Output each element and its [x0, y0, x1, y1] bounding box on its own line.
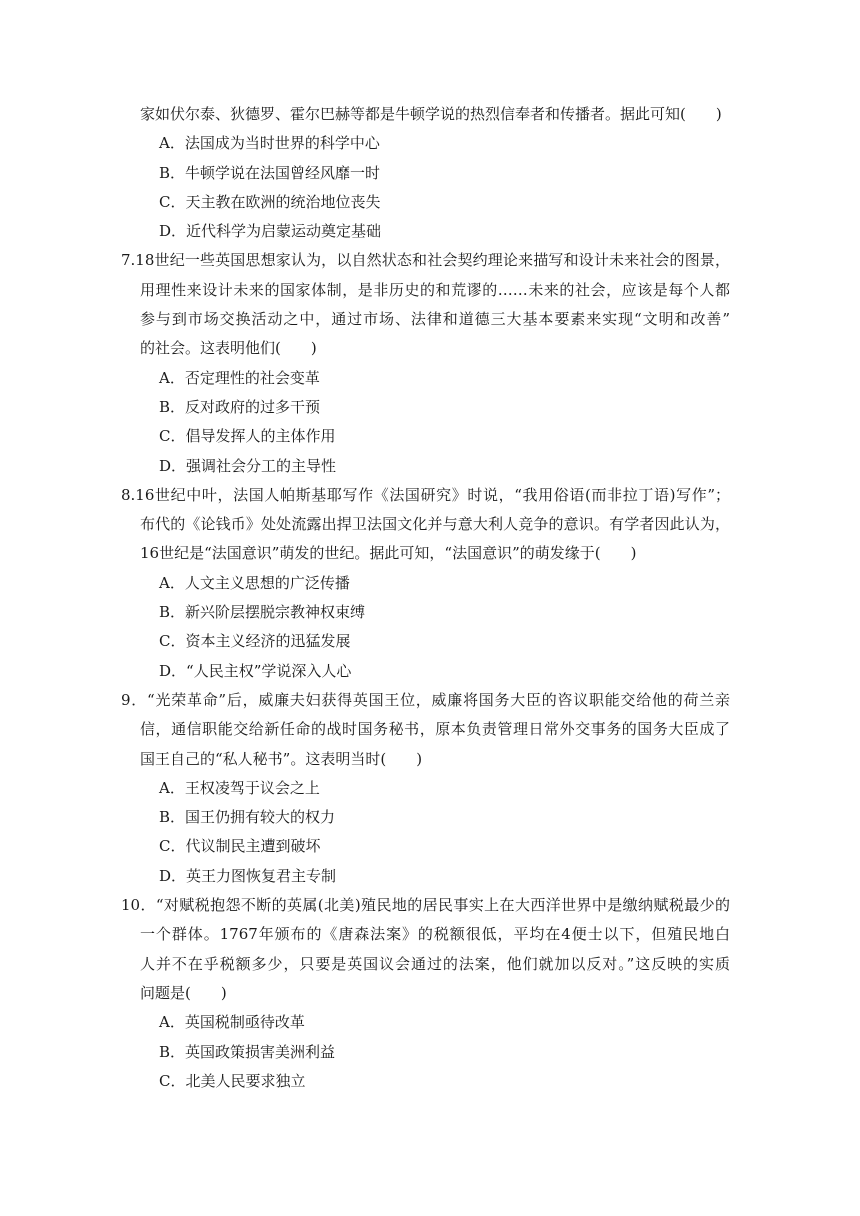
option-b: B．英国政策损害美洲利益 — [159, 1042, 336, 1061]
question-9 — [121, 686, 730, 891]
option-a: A．人文主义思想的广泛传播 — [159, 573, 350, 592]
question-list — [121, 100, 730, 1096]
question-text-line: 一个群体。1767年颁布的《唐森法案》的税额很低，平均在4便士以下，但殖民地白 — [140, 925, 730, 944]
question-7 — [121, 246, 730, 480]
question-10 — [121, 891, 730, 1096]
question-text-line: 16世纪是“法国意识”萌发的世纪。据此可知，“法国意识”的萌发缘于( ) — [140, 544, 637, 563]
question-text-line: 7.18世纪一些英国思想家认为，以自然状态和社会契约理论来描写和设计未来社会的图景， — [121, 251, 730, 270]
option-b: B．牛顿学说在法国曾经风靡一时 — [159, 163, 381, 182]
option-a: A．法国成为当时世界的科学中心 — [159, 134, 380, 153]
option-a: A．王权凌驾于议会之上 — [159, 778, 320, 797]
question-text-line: 参与到市场交换活动之中，通过市场、法律和道德三大基本要素来实现“文明和改善” — [140, 310, 730, 329]
question-text-line: 人并不在乎税额多少，只要是英国议会通过的法案，他们就加以反对。”这反映的实质 — [140, 954, 730, 973]
question-text-line: 问题是( ) — [140, 983, 227, 1002]
question-text-line: 信，通信职能交给新任命的战时国务秘书，原本负责管理日常外交事务的国务大臣成了 — [140, 720, 730, 739]
question-text-line: 家如伏尔泰、狄德罗、霍尔巴赫等都是牛顿学说的热烈信奉者和传播者。据此可知( ) — [140, 105, 722, 123]
question-text-line: 10．“对赋税抱怨不断的英属(北美)殖民地的居民事实上在大西洋世界中是缴纳赋税最少的 — [121, 896, 730, 915]
option-b: B．国王仍拥有较大的权力 — [159, 808, 336, 827]
option-a: A．否定理性的社会变革 — [159, 368, 320, 387]
option-b: B．反对政府的过多干预 — [159, 397, 321, 416]
option-d: D．“人民主权”学说深入人心 — [159, 661, 352, 680]
option-c: C．代议制民主遭到破坏 — [159, 837, 321, 856]
question-6 — [140, 100, 730, 246]
question-text-line: 国王自己的“私人秘书”。这表明当时( ) — [140, 749, 423, 768]
question-text-line: 9．“光荣革命”后，威廉夫妇获得英国王位，威廉将国务大臣的咨议职能交给他的荷兰亲 — [121, 690, 730, 709]
option-c: C．北美人民要求独立 — [159, 1071, 306, 1090]
option-c: C．倡导发挥人的主体作用 — [159, 427, 336, 446]
question-8 — [121, 481, 730, 686]
option-a: A．英国税制亟待改革 — [159, 1013, 305, 1032]
option-d: D．强调社会分工的主导性 — [159, 456, 337, 475]
option-d: D．近代科学为启蒙运动奠定基础 — [159, 222, 382, 241]
option-c: C．天主教在欧洲的统治地位丧失 — [159, 192, 381, 211]
question-text-line: 布代的《论钱币》处处流露出捍卫法国文化并与意大利人竞争的意识。有学者因此认为， — [140, 515, 730, 534]
option-c: C．资本主义经济的迅猛发展 — [159, 632, 351, 651]
option-b: B．新兴阶层摆脱宗教神权束缚 — [159, 603, 366, 622]
question-text-line: 8.16世纪中叶，法国人帕斯基耶写作《法国研究》时说，“我用俗语(而非拉丁语)写作”； — [121, 485, 730, 504]
question-text-line: 的社会。这表明他们( ) — [140, 339, 317, 358]
question-text-line: 用理性来设计未来的国家体制，是非历史的和荒谬的……未来的社会，应该是每个人都 — [140, 280, 730, 299]
option-d: D．英王力图恢复君主专制 — [159, 866, 337, 885]
